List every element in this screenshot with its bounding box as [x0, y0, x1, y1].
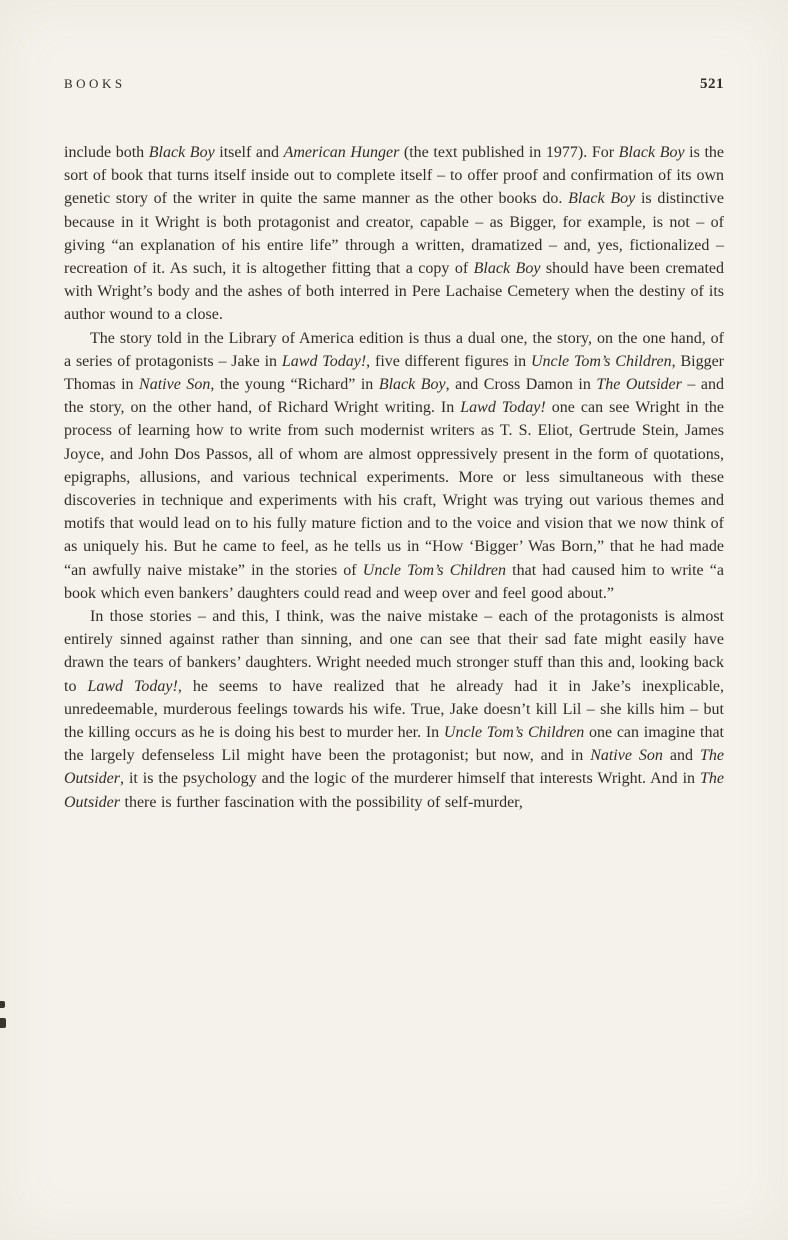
text-segment: include both	[64, 144, 149, 161]
text-segment: , Bigger Thomas in	[64, 352, 725, 394]
book-title: Uncle Tom’s Children	[443, 724, 585, 742]
book-title: Uncle Tom’s Children	[362, 561, 507, 579]
text-segment: , five different figures in	[366, 352, 531, 370]
book-title: Black Boy	[618, 144, 685, 161]
body-text	[64, 141, 724, 814]
text-segment: The story told in the Library of America edition is thus a dual one, the story, on the one hand, of a series of protagonists – Jake in	[64, 329, 724, 370]
book-title: Black Boy	[378, 376, 446, 394]
text-segment: one can imagine that the largely defenseless Lil might have been the protagonist; but now, and in	[64, 724, 724, 765]
text-segment: and	[662, 747, 700, 765]
text-segment: , and Cross Damon in	[445, 376, 597, 394]
book-title: Lawd Today!	[281, 352, 367, 370]
text-segment: , he seems to have realized that he already had it in Jake’s inexplicable, unredeemable, murderous feelings towards his wife. True, Jake doesn’t kill Lil – she kills him – but the killing occurs as he is doing his best to murder her. In	[64, 677, 725, 742]
text-segment: there is further fascination with the possibility of self-murder,	[120, 793, 523, 811]
running-head: BOOKS	[64, 76, 126, 91]
book-title: Native Son	[590, 747, 663, 765]
book-title: The Outsider	[64, 747, 724, 788]
book-title: Lawd Today!	[460, 399, 546, 417]
page-header	[64, 76, 724, 93]
book-title: The Outsider	[596, 376, 682, 394]
text-segment: one can see Wright in the process of learning how to write from such modernist writers as T. S. Eliot, Gertrude Stein, James Joyce, and John Dos Passos, all of whom are almost oppressively present in the form of quotations, epigraphs, allusions, and various technical experiments. More or less simultaneous with these discoveries in technique and experiments with his craft, Wright was trying out various themes and motifs that would lead on to his fully mature fiction and to the voice and vision that we now think of as uniquely his. But he came to feel, as he tells us in “How ‘Bigger’ Was Born,” that he had made “an awfully naive mistake” in the stories of	[64, 399, 724, 579]
text-segment: , it is the psychology and the logic of the murderer himself that interests Wright. And in	[120, 770, 700, 788]
book-title: American Hunger	[283, 144, 400, 161]
body-paragraph	[64, 141, 724, 327]
body-paragraph	[64, 327, 724, 605]
book-title: Uncle Tom’s Children	[530, 352, 672, 370]
text-segment: (the text published in 1977). For	[399, 144, 619, 161]
scan-artifact-mark	[0, 1018, 6, 1028]
book-title: Lawd Today!	[87, 677, 178, 695]
book-title: Black Boy	[148, 144, 215, 161]
body-paragraph	[64, 605, 724, 814]
book-title: Black Boy	[473, 260, 541, 278]
text-segment: – and the story, on the other hand, of Richard Wright writing. In	[64, 376, 725, 417]
text-segment: is distinctive because in it Wright is both protagonist and creator, capable – as Bigger, for example, is not – of giving “an explanation of his entire life” through a written, dramatized – and, yes, fictionalized – recreation of it. As such, it is altogether fitting that a copy of	[64, 190, 725, 278]
page-number: 521	[700, 76, 724, 92]
scan-artifact-mark	[0, 1001, 5, 1008]
text-segment: should have been cremated with Wright’s body and the ashes of both interred in Pere Lachaise Cemetery when the destiny of its author wound to a close.	[64, 260, 724, 324]
book-title: Native Son	[139, 376, 211, 394]
text-segment: that had caused him to write “a book which even bankers’ daughters could read and weep over and feel good about.”	[64, 561, 724, 602]
text-segment: is the sort of book that turns itself inside out to complete itself – to offer proof and confirmation of its own genetic story of the writer in quite the same manner as the other books do.	[64, 144, 724, 208]
text-segment: , the young “Richard” in	[210, 376, 379, 394]
text-segment: itself and	[214, 144, 284, 161]
text-segment: In those stories – and this, I think, was the naive mistake – each of the protagonists is almost entirely sinned against rather than sinning, and one can see that their sad fate might easily have drawn the tears of bankers’ daughters. Wright needed much stronger stuff than this and, looking back to	[64, 608, 724, 695]
book-title: The Outsider	[64, 770, 724, 811]
book-title: Black Boy	[568, 190, 636, 208]
